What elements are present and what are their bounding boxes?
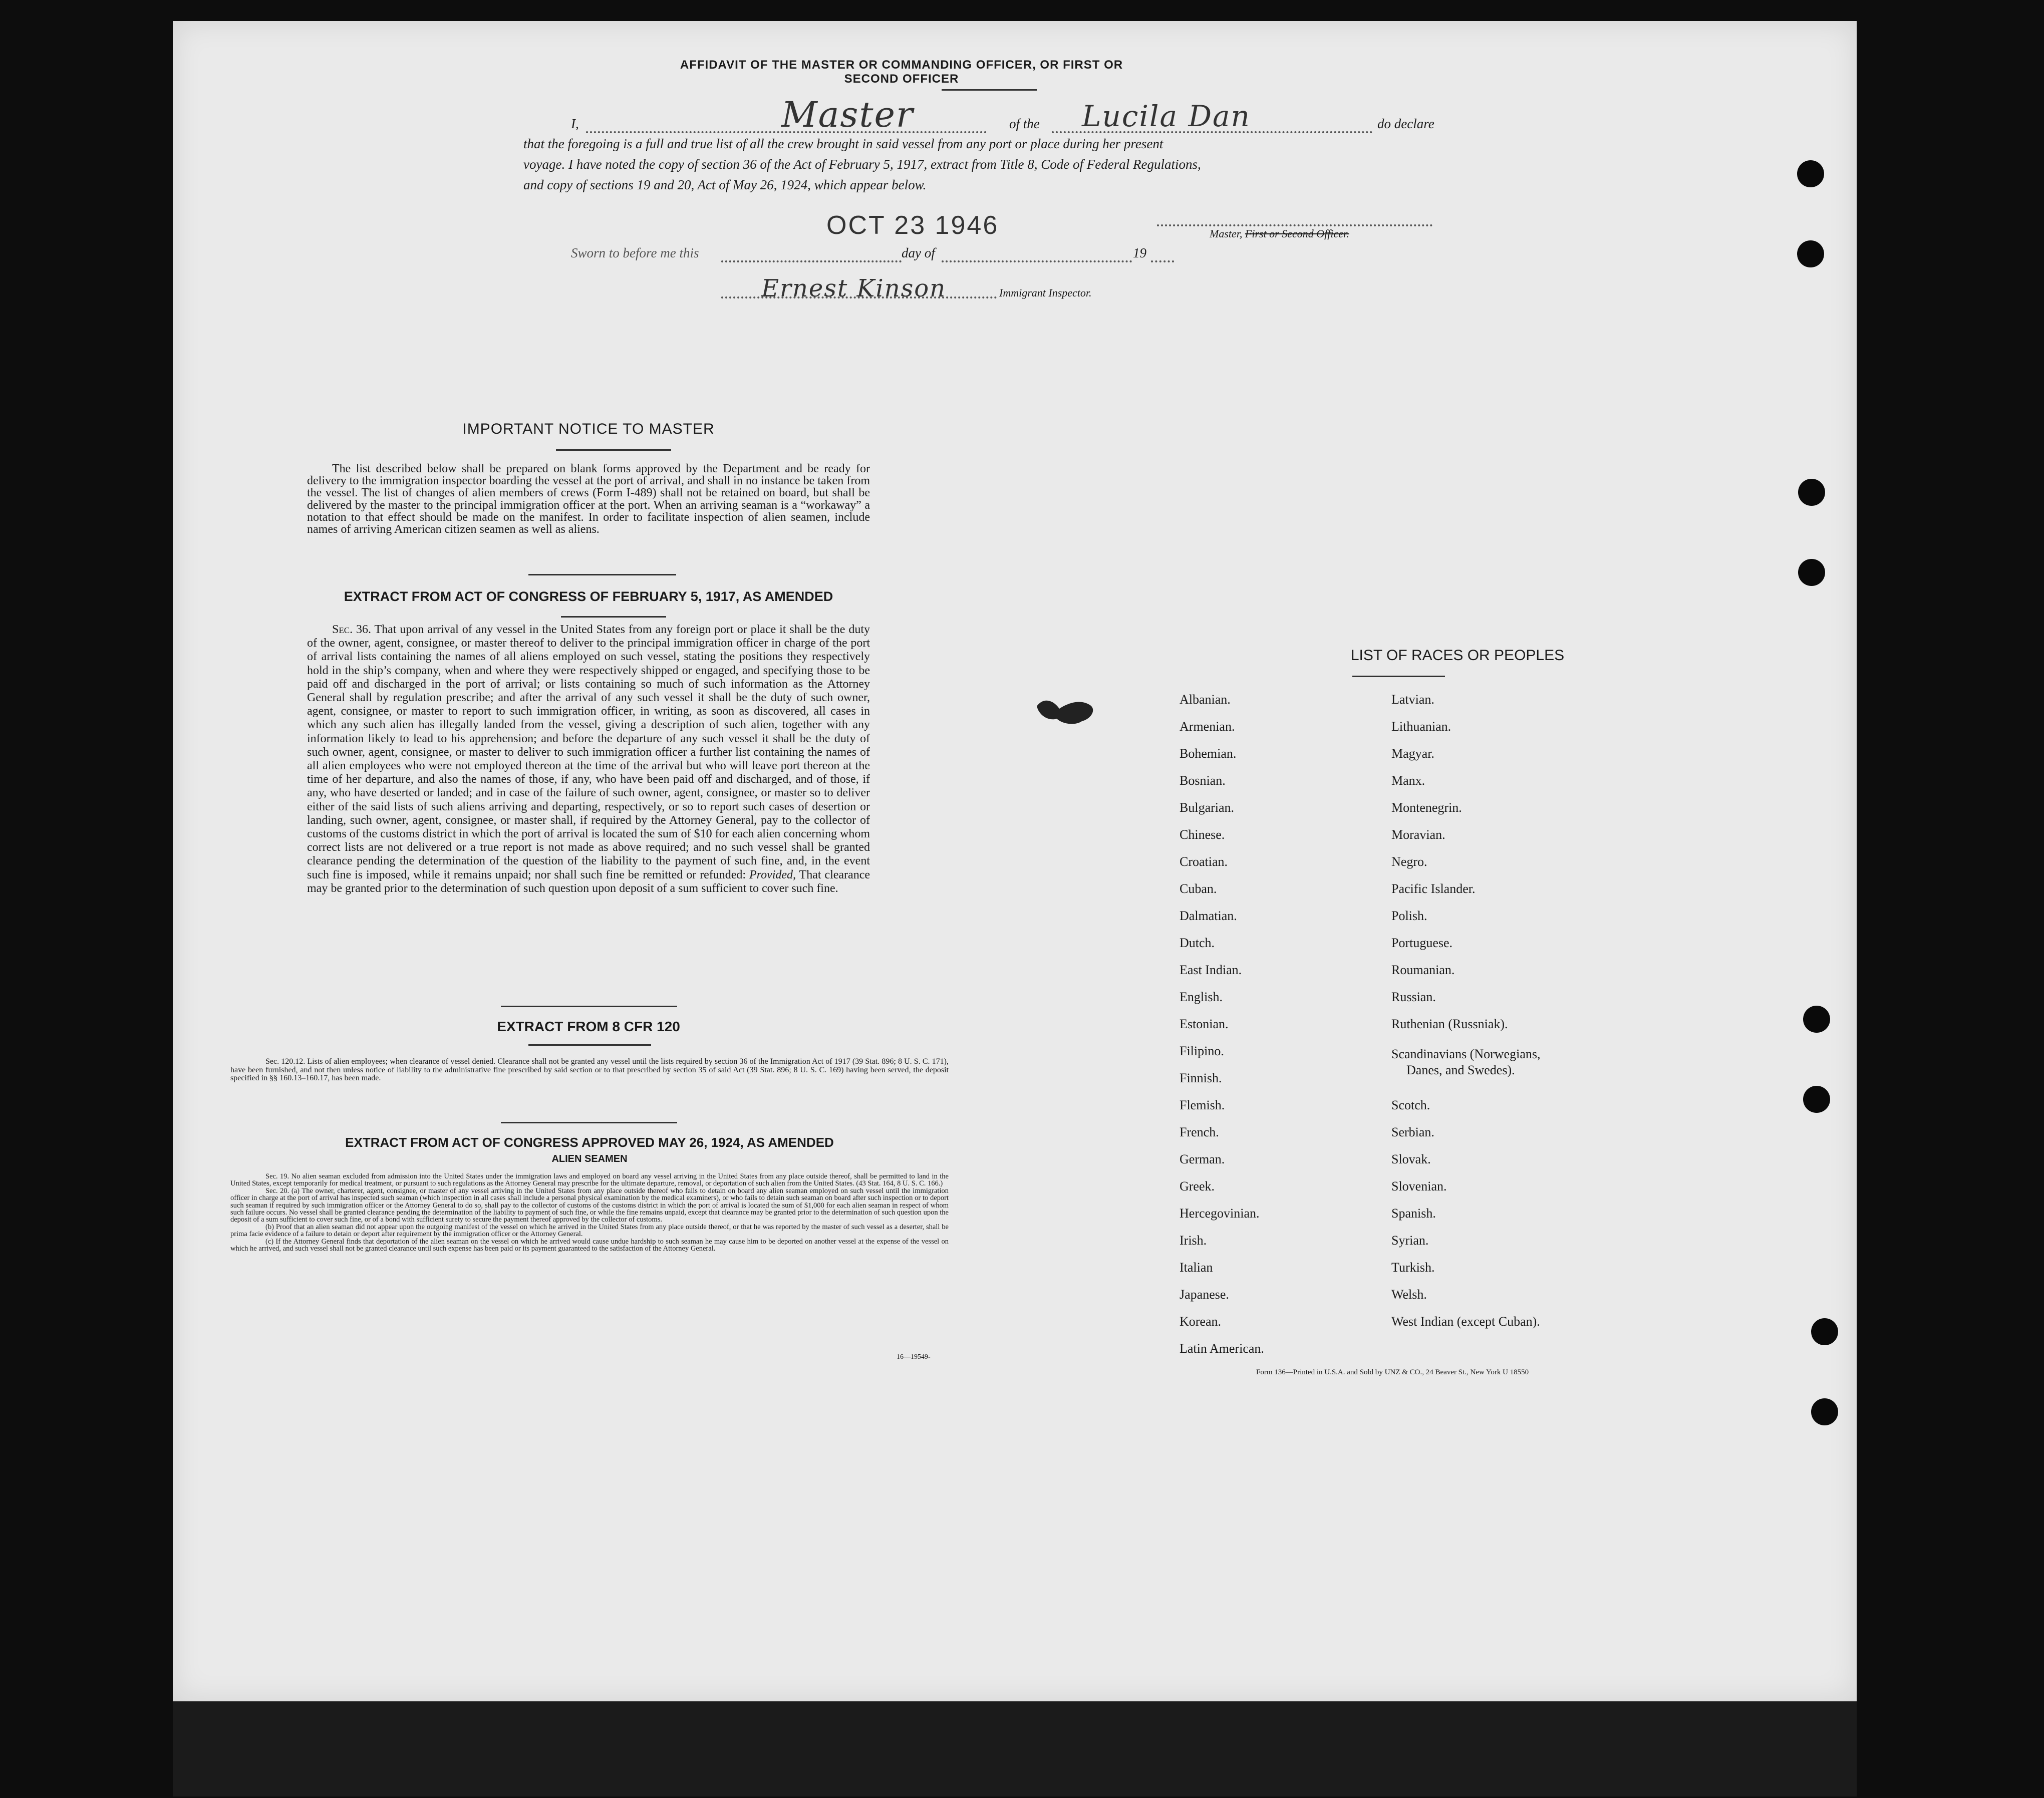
of-the-label: of the	[1009, 116, 1040, 131]
race-item: Moravian.	[1391, 827, 1445, 842]
race-item: Serbian.	[1391, 1125, 1434, 1139]
race-item: Polish.	[1391, 909, 1427, 923]
extract-1917-body	[307, 623, 870, 895]
alien-seamen-subtitle: ALIEN SEAMEN	[551, 1153, 628, 1164]
race-item: Irish.	[1180, 1233, 1207, 1248]
cfr-title: EXTRACT FROM 8 CFR 120	[497, 1019, 680, 1034]
race-item: Armenian.	[1180, 719, 1235, 734]
race-item: Lithuanian.	[1391, 719, 1451, 734]
cfr-end-divider	[501, 1122, 677, 1123]
master-handwriting: Master	[781, 94, 914, 135]
race-item: Bohemian.	[1180, 746, 1237, 761]
race-item: Spanish.	[1391, 1206, 1436, 1221]
affidavit-body-line-3: and copy of sections 19 and 20, Act of May 26, 1924, which appear below.	[523, 177, 927, 192]
vessel-handwriting: Lucila Dan	[1082, 99, 1251, 133]
year-label: 19	[1133, 245, 1146, 260]
race-item: French.	[1180, 1125, 1219, 1139]
notice-end-divider	[528, 574, 676, 575]
race-item: Slovenian.	[1391, 1179, 1447, 1193]
title-divider	[942, 89, 1037, 91]
race-item: Estonian.	[1180, 1017, 1229, 1031]
master-signature-line	[1157, 224, 1432, 226]
race-item: Turkish.	[1391, 1260, 1435, 1275]
race-item: Roumanian.	[1391, 963, 1455, 977]
race-item: East Indian.	[1180, 963, 1242, 977]
form-code: 16—19549-	[897, 1353, 931, 1361]
race-item: English.	[1180, 990, 1223, 1004]
race-item: Scotch.	[1391, 1098, 1430, 1112]
race-item: Pacific Islander.	[1391, 881, 1476, 896]
notice-title: IMPORTANT NOTICE TO MASTER	[462, 421, 715, 437]
extract-1917-divider	[561, 616, 666, 618]
race-item: Greek.	[1180, 1179, 1215, 1193]
race-item: Finnish.	[1180, 1071, 1222, 1085]
race-item: Syrian.	[1391, 1233, 1429, 1248]
race-item: Chinese.	[1180, 827, 1225, 842]
race-item: Portuguese.	[1391, 936, 1453, 950]
master-signature-caption	[1210, 227, 1349, 240]
race-item: Dalmatian.	[1180, 909, 1237, 923]
ink-blot	[1032, 694, 1107, 734]
race-item: Danes, and Swedes).	[1406, 1063, 1515, 1077]
master-caption-text: Master,	[1210, 227, 1243, 240]
day-of-label: day of	[902, 245, 935, 260]
provided-label: Provided,	[749, 868, 796, 881]
extract-1924-title: EXTRACT FROM ACT OF CONGRESS APPROVED MAY 26, 1924, AS AMENDED	[345, 1135, 834, 1150]
date-stamp: OCT 23 1946	[826, 211, 999, 240]
races-divider	[1352, 676, 1445, 677]
punch-hole	[1811, 1398, 1838, 1425]
race-item: Welsh.	[1391, 1287, 1427, 1302]
punch-hole	[1798, 479, 1825, 506]
race-item: West Indian (except Cuban).	[1391, 1314, 1540, 1329]
affidavit-title: AFFIDAVIT OF THE MASTER OR COMMANDING OFFICER, OR FIRST OR SECOND OFFICER	[680, 58, 1123, 86]
form-footer: Form 136—Printed in U.S.A. and Sold by UNZ & CO., 24 Beaver St., New York U 18550	[1256, 1368, 1529, 1376]
race-item: Korean.	[1180, 1314, 1222, 1329]
race-item: Cuban.	[1180, 881, 1217, 896]
race-item: Flemish.	[1180, 1098, 1225, 1112]
cfr-divider	[528, 1044, 651, 1046]
scan-shadow	[173, 1701, 1857, 1796]
inspector-caption: Immigrant Inspector.	[999, 286, 1092, 299]
sec-36-text: That upon arrival of any vessel in the United States from any foreign port or place it shall be the duty of the owner, agent, consignee, or master thereof to deliver to the principal immigration officer in charge of the port of arrival lists containing the names of all aliens employed on such vessel, stating the positions they respectively hold in the ship’s company, when and where they were respectively shipped or engaged, and specifying those to be paid off and discharged in the port of arrival; or lists containing so much of such information as the Attorney General shall by regulation prescribe; and after the arrival of any such vessel it shall be the duty of such owner, agent, consignee, or master to report to such immigration officer, in writing, as soon as discovered, all cases in which any such alien has illegally landed from the vessel, giving a description of such alien, together with any information likely to lead to his apprehension; and before the departure of any such vessel it shall be the duty of such owner, agent, consignee, or master to deliver to such immigration officer a further list containing the names of all alien employees who were not employed thereon at the time of the arrival but who will leave port thereon at the time of her departure, and also the names of those, if any, who have been paid off and discharged, and of those, if any, who have deserted or landed; and in case of the failure of such owner, agent, consignee, or master so to deliver either of the said lists of such aliens arriving and departing, respectively, or so to report such cases of desertion or landing, such owner, agent, consignee, or master shall, if required by the Attorney General, pay to the collector of customs of the customs district in which the port of arrival is located the sum of $10 for each alien concerning whom correct lists are not delivered or a true report is not made as above required; and no such vessel shall be granted clearance pending the determination of the question of the liability to the payment of such fine, and, in the event such fine is imposed, while it remains unpaid; nor shall such fine be remitted or refunded:	[307, 623, 870, 881]
race-item: Hercegovinian.	[1180, 1206, 1260, 1221]
sec-19-text: Sec. 19. No alien seaman excluded from admission into the United States under the immigration laws and employed on board any vessel arriving in the United States from any place outside thereof, shall be permitted to land in the United States, except temporarily for medical treatment, or pursuant to such regulations as the Attorney General may prescribe for the ultimate departure, removal, or deportation of such alien from the United States. (43 Stat. 164, 8 U. S. C. 166.)	[230, 1172, 949, 1188]
year-line	[1151, 260, 1174, 262]
punch-hole	[1797, 240, 1824, 267]
inspector-handwriting: Ernest Kinson	[761, 274, 947, 303]
race-item: Latvian.	[1391, 692, 1434, 707]
race-item: Scandinavians (Norwegians,	[1391, 1047, 1541, 1061]
affidavit-body-line-2: voyage. I have noted the copy of section 36 of the Act of February 5, 1917, extract from Title 8, Code of Federal Regulations,	[523, 157, 1201, 172]
race-item: Slovak.	[1391, 1152, 1431, 1166]
race-item: Italian	[1180, 1260, 1213, 1275]
do-declare-label: do declare	[1377, 116, 1434, 131]
punch-hole	[1798, 559, 1825, 586]
race-item: Bosnian.	[1180, 773, 1226, 788]
race-item: Manx.	[1391, 773, 1425, 788]
sworn-day-line	[721, 260, 902, 262]
notice-divider	[556, 449, 671, 451]
races-title: LIST OF RACES OR PEOPLES	[1350, 647, 1565, 664]
race-item: Albanian.	[1180, 692, 1231, 707]
sec-36-label: Sec. 36.	[332, 623, 371, 636]
race-item: Croatian.	[1180, 854, 1228, 869]
punch-hole	[1803, 1086, 1830, 1113]
race-item: Montenegrin.	[1391, 800, 1462, 815]
race-item: Filipino.	[1180, 1044, 1224, 1058]
struck-officer-caption: First or Second Officer.	[1245, 227, 1349, 240]
race-item: Latin American.	[1180, 1341, 1264, 1356]
sec-36-end: That clearance may be granted prior to the determination of such question upon deposit of a sum sufficient to cover such fine.	[307, 868, 870, 895]
race-item: Russian.	[1391, 990, 1436, 1004]
race-item: Negro.	[1391, 854, 1427, 869]
race-item: Dutch.	[1180, 936, 1215, 950]
race-item: German.	[1180, 1152, 1225, 1166]
extract-1917-end-divider	[501, 1006, 677, 1007]
sworn-month-line	[942, 260, 1132, 262]
notice-body: The list described below shall be prepared on blank forms approved by the Department and be ready for delivery to the immigration inspector boarding the vessel at the port of arrival, and shall in no instance be taken from the vessel. The list of changes of alien members of crews (Form I-489) shall not be retained on board, but shall be delivered by the master to the principal immigration officer at the port. When an arriving seaman is a “workaway” a notation to that effect should be made on the manifest. In order to facilitate inspection of alien seamen, include names of arriving American citizen seamen as well as aliens.	[307, 462, 870, 536]
punch-hole	[1803, 1006, 1830, 1033]
sec-20b-text: (b) Proof that an alien seaman did not appear upon the outgoing manifest of the vessel on which he arrived in the United States from any place outside thereof, or that he was reported by the master of such vessel as a deserter, shall be prima facie evidence of a failure to detain or deport after requirement by the immigration officer or the Attorney General.	[230, 1223, 949, 1239]
cfr-body: Sec. 120.12. Lists of alien employees; when clearance of vessel denied. Clearance shall not be granted any vessel until the lists required by section 36 of the Immigration Act of 1917 (39 Stat. 896; 8 U. S. C. 171), have been furnished, and not then unless notice of liability to the administrative fine prescribed by said section or to that prescribed by section 35 of said Act (39 Stat. 896; 8 U. S. C. 169) having been served, the deposit specified in §§ 160.13–160.17, has been made.	[230, 1057, 949, 1083]
race-item: Ruthenian (Russniak).	[1391, 1017, 1508, 1031]
sec-20c-text: (c) If the Attorney General finds that deportation of the alien seaman on the vessel on which he arrived would cause undue hardship to such seaman he may cause him to be deported on another vessel at the expense of the vessel on which he arrived, and such vessel shall not be granted clearance until such expense has been paid or its payment guaranteed to the satisfaction of the Attorney General.	[230, 1237, 949, 1253]
sworn-label: Sworn to before me this	[571, 245, 699, 260]
affidavit-body-line-1: that the foregoing is a full and true list of all the crew brought in said vessel from any port or place during her present	[523, 136, 1163, 151]
race-item: Bulgarian.	[1180, 800, 1235, 815]
race-item: Japanese.	[1180, 1287, 1229, 1302]
i-label: I,	[571, 116, 579, 131]
punch-hole	[1811, 1318, 1838, 1345]
sec-20a-text: Sec. 20. (a) The owner, charterer, agent, consignee, or master of any vessel arriving in the United States from any place outside thereof who fails to detain on board any alien seaman employed on such vessel until the immigration officer in charge at the port of arrival has inspected such seaman (which inspection in all cases shall include a personal physical examination by the medical examiners), or who fails to detain such seaman on board after such inspection or to deport such seaman if required by such immigration officer or the Attorney General to do so, shall pay to the collector of customs of the customs district in which the port of arrival is located the sum of $1,000 for each alien seaman in respect of whom such failure occurs. No vessel shall be granted clearance pending the determination of the liability to payment of such fine, or while the fine remains unpaid, except that clearance may be granted prior to the determination of such question upon the deposit of a sum sufficient to cover such fine, or of a bond with sufficient surety to secure the payment thereof approved by the collector of customs.	[230, 1186, 949, 1224]
race-item: Magyar.	[1391, 746, 1434, 761]
extract-1917-title: EXTRACT FROM ACT OF CONGRESS OF FEBRUARY 5, 1917, AS AMENDED	[344, 589, 833, 604]
punch-hole	[1797, 160, 1824, 187]
extract-1924-body	[230, 1173, 949, 1252]
